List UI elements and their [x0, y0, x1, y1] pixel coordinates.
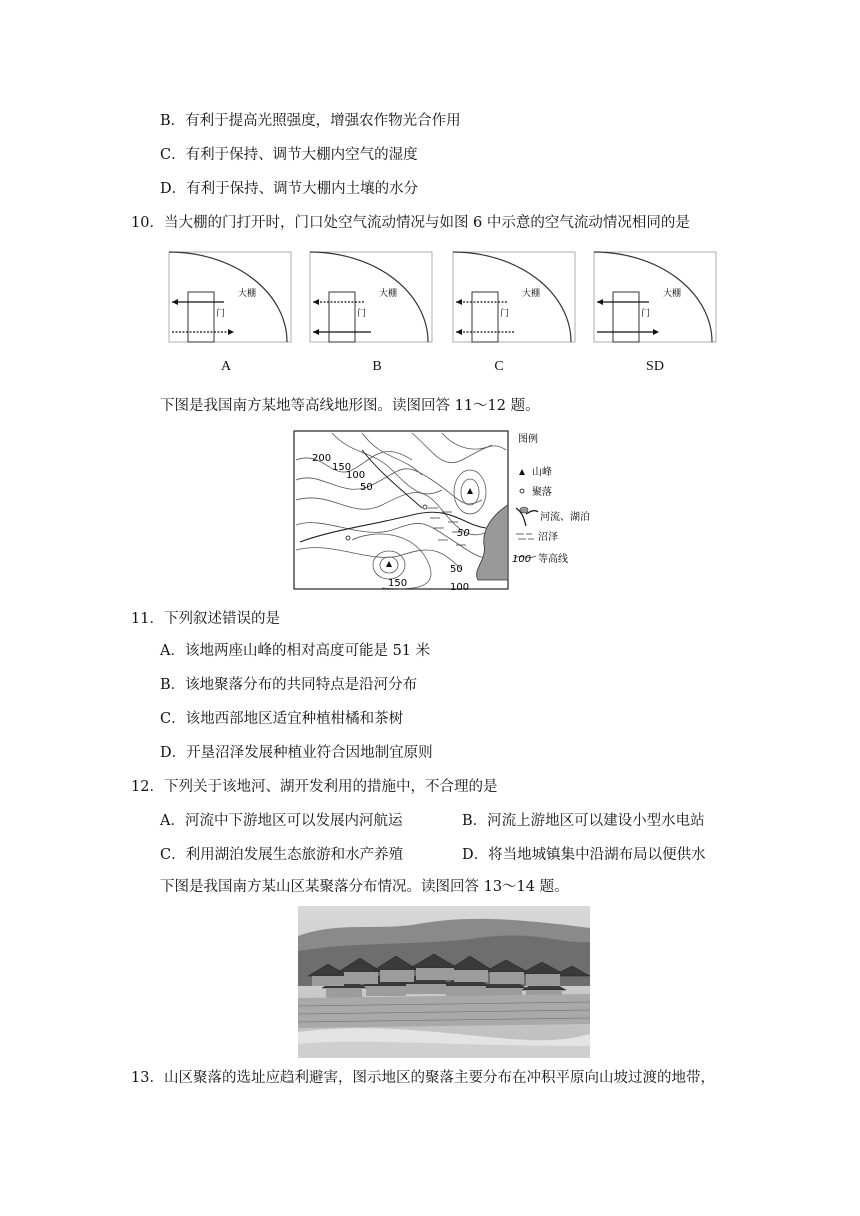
contour-label-150b: 150 [388, 578, 408, 589]
q10-panel-b [307, 250, 435, 350]
legend-contour-value: 100 [512, 554, 532, 565]
legend-peak-icon [519, 469, 525, 475]
contour-label-50b: 50 [457, 528, 470, 539]
q12-option-b: B．河流上游地区可以建设小型水电站 [462, 813, 705, 829]
intro-11-12: 下图是我国南方某地等高线地形图。读图回答 11～12 题。 [160, 398, 540, 414]
contour-map [292, 430, 622, 598]
q13-stem: 13．山区聚落的选址应趋利避害，图示地区的聚落主要分布在冲积平原向山坡过渡的地带， [131, 1070, 715, 1086]
q11-stem: 11．下列叙述错误的是 [131, 611, 280, 627]
q10d-greenhouse-label: 大棚 [663, 289, 682, 299]
q10b-greenhouse-label: 大棚 [379, 289, 398, 299]
q12-option-c: C．利用湖泊发展生态旅游和水产养殖 [160, 847, 404, 863]
q9-option-c: C．有利于保持、调节大棚内空气的湿度 [160, 147, 418, 163]
contour-label-150: 150 [332, 462, 352, 473]
contour-label-50c: 50 [450, 564, 463, 575]
q12-stem: 12．下列关于该地河、湖开发利用的措施中，不合理的是 [131, 779, 498, 795]
q10-label-c: C [494, 359, 504, 374]
legend-settlement-icon [520, 489, 524, 493]
q11-option-a: A．该地两座山峰的相对高度可能是 51 米 [160, 643, 431, 659]
q10-label-a: A [220, 359, 232, 374]
q10a-door-label: 门 [216, 309, 226, 319]
q9-option-d: D．有利于保持、调节大棚内土壤的水分 [160, 181, 419, 197]
q10c-greenhouse-label: 大棚 [522, 289, 541, 299]
contour-label-100: 100 [346, 470, 366, 481]
q9-option-b: B．有利于提高光照强度，增强农作物光合作用 [160, 113, 461, 129]
legend-swamp-icon [516, 534, 534, 539]
legend-river-lake: 河流、湖泊 [540, 512, 590, 523]
q10-panel-a [166, 250, 294, 350]
q12-option-d: D．将当地城镇集中沿湖布局以便供水 [462, 847, 706, 863]
contour-label-100b: 100 [450, 582, 470, 593]
q10b-door-label: 门 [357, 309, 367, 319]
q10-panel-c [450, 250, 578, 350]
q12-option-a: A．河流中下游地区可以发展内河航运 [160, 813, 403, 829]
q10d-door-label: 门 [641, 309, 651, 319]
q10-stem: 10．当大棚的门打开时，门口处空气流动情况与如图 6 中示意的空气流动情况相同的是 [131, 215, 690, 231]
q11-option-b: B．该地聚落分布的共同特点是沿河分布 [160, 677, 418, 693]
legend-peak: 山峰 [532, 467, 552, 478]
contour-label-50a: 50 [360, 482, 373, 493]
contour-label-200: 200 [312, 453, 332, 464]
q10-label-d: SD [646, 359, 664, 374]
intro-13-14: 下图是我国南方某山区某聚落分布情况。读图回答 13～14 题。 [160, 879, 569, 895]
legend-settlement: 聚落 [532, 487, 552, 498]
q11-option-c: C．该地西部地区适宜种植柑橘和茶树 [160, 711, 404, 727]
legend-title: 图例 [518, 434, 538, 445]
q10a-greenhouse-label: 大棚 [238, 289, 257, 299]
q10-panel-d [591, 250, 719, 350]
q10-label-b: B [372, 359, 382, 374]
q10c-door-label: 门 [500, 309, 510, 319]
legend-contour: 等高线 [538, 554, 568, 565]
legend-swamp: 沼泽 [538, 532, 558, 543]
village-photo [298, 906, 590, 1062]
q11-option-d: D．开垦沼泽发展种植业符合因地制宜原则 [160, 745, 433, 761]
